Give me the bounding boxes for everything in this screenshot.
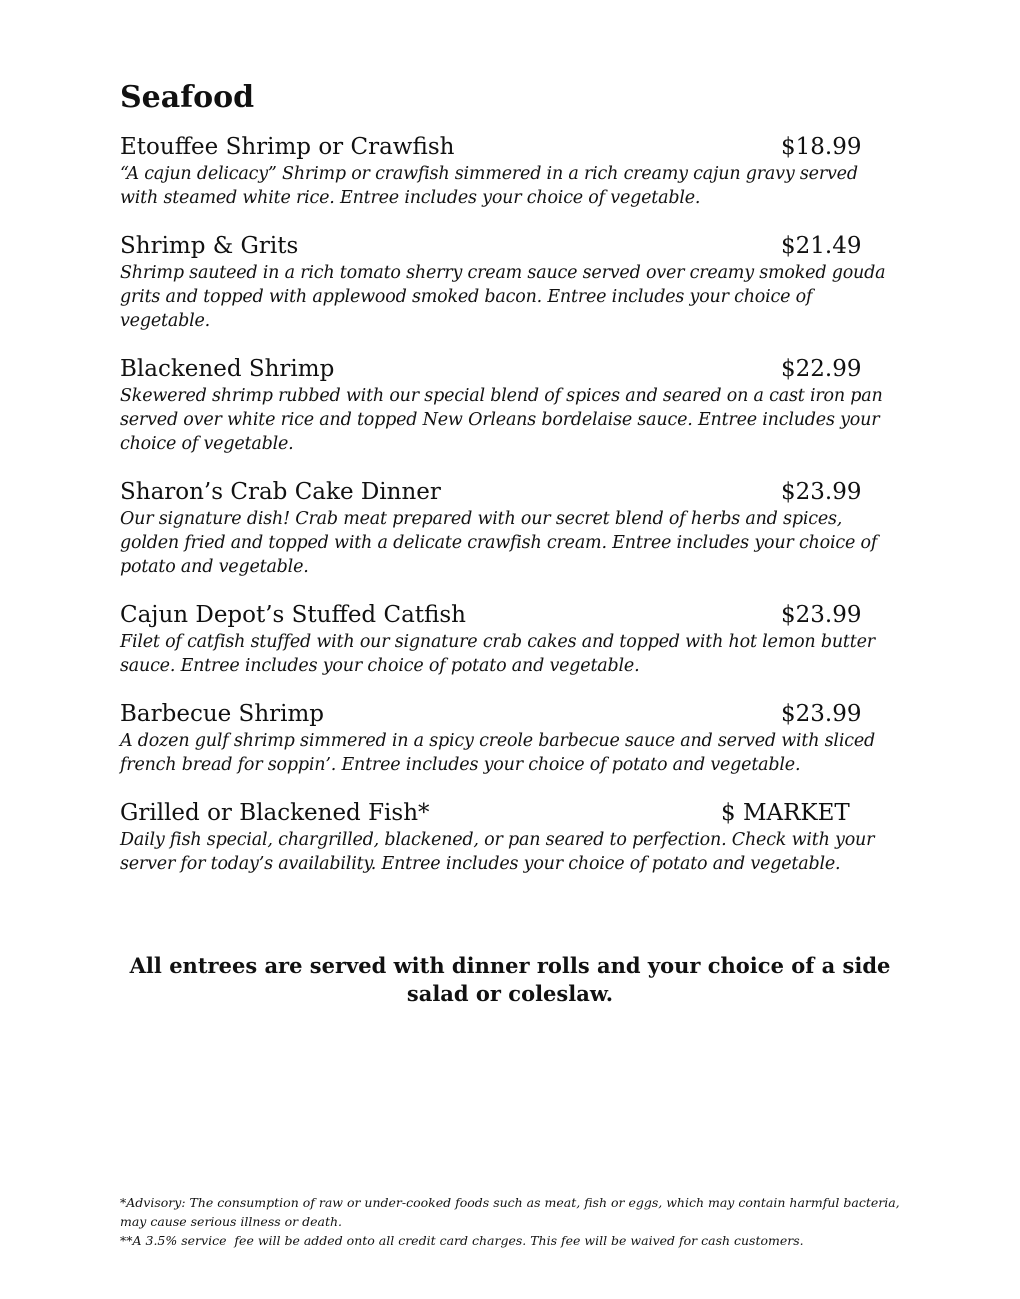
menu-item-header — [120, 798, 900, 828]
menu-item-barbecue-shrimp — [120, 699, 900, 777]
menu-item-price: $21.49 — [781, 233, 862, 259]
menu-item-name: Barbecue Shrimp — [120, 701, 325, 727]
menu-item-stuffed-catfish — [120, 600, 900, 678]
menu-item-price: $23.99 — [781, 602, 862, 628]
menu-item-grilled-fish — [120, 798, 900, 876]
menu-item-description: Our signature dish! Crab meat prepared with our secret blend of herbs and spices, golden fried and topped with a delicate crawfish cream. Entree includes your choice of potato and vegetable. — [120, 509, 878, 577]
menu-item-price: $18.99 — [781, 134, 862, 160]
menu-item-header — [120, 699, 900, 729]
menu-item-price: $23.99 — [781, 479, 862, 505]
menu-item-header — [120, 132, 900, 162]
service-fee-disclaimer: **A 3.5% service fee will be added onto all credit card charges. This fee will be waived for cash customers. — [120, 1233, 804, 1248]
footer-disclaimers — [120, 1193, 904, 1250]
menu-item-shrimp-grits — [120, 231, 900, 333]
menu-item-name: Blackened Shrimp — [120, 356, 335, 382]
menu-item-description: Skewered shrimp rubbed with our special blend of spices and seared on a cast iron pan served over white rice and topped New Orleans bordelaise sauce. Entree includes your choice of vegetable. — [120, 386, 883, 454]
entree-sides-note: All entrees are served with dinner rolls and your choice of a side salad or coleslaw. — [129, 953, 891, 1006]
menu-item-name: Etouffee Shrimp or Crawfish — [120, 134, 455, 160]
menu-item-description: Shrimp sauteed in a rich tomato sherry cream sauce served over creamy smoked gouda grits and topped with applewood smoked bacon. Entree includes your choice of vegetable. — [120, 263, 886, 331]
menu-item-header — [120, 600, 900, 630]
menu-item-price: $ MARKET — [721, 800, 850, 826]
menu-item-header — [120, 231, 900, 261]
section-title: Seafood — [120, 80, 255, 115]
menu-item-crab-cake — [120, 477, 900, 579]
menu-item-description: A dozen gulf shrimp simmered in a spicy creole barbecue sauce and served with sliced french bread for soppin’. Entree includes your choice of potato and vegetable. — [120, 731, 875, 775]
menu-page — [120, 78, 900, 897]
menu-item-price: $22.99 — [781, 356, 862, 382]
menu-item-price: $23.99 — [781, 701, 862, 727]
menu-item-description: Daily fish special, chargrilled, blackened, or pan seared to perfection. Check with your server for today’s availability. Entree includes your choice of potato and vegetable. — [120, 830, 875, 874]
menu-item-etouffee — [120, 132, 900, 210]
menu-item-description: Filet of catfish stuffed with our signature crab cakes and topped with hot lemon butter sauce. Entree includes your choice of potato and vegetable. — [120, 632, 875, 676]
menu-item-name: Grilled or Blackened Fish* — [120, 800, 430, 826]
menu-item-blackened-shrimp — [120, 354, 900, 456]
menu-item-description: “A cajun delicacy” Shrimp or crawfish simmered in a rich creamy cajun gravy served with steamed white rice. Entree includes your choice of vegetable. — [120, 164, 858, 208]
menu-item-header — [120, 477, 900, 507]
advisory-disclaimer: *Advisory: The consumption of raw or under-cooked foods such as meat, fish or eggs, which may contain harmful bacteria, may cause serious illness or death. — [120, 1195, 904, 1229]
menu-item-name: Shrimp & Grits — [120, 233, 299, 259]
menu-item-header — [120, 354, 900, 384]
menu-item-name: Cajun Depot’s Stuffed Catfish — [120, 602, 466, 628]
menu-item-name: Sharon’s Crab Cake Dinner — [120, 479, 441, 505]
